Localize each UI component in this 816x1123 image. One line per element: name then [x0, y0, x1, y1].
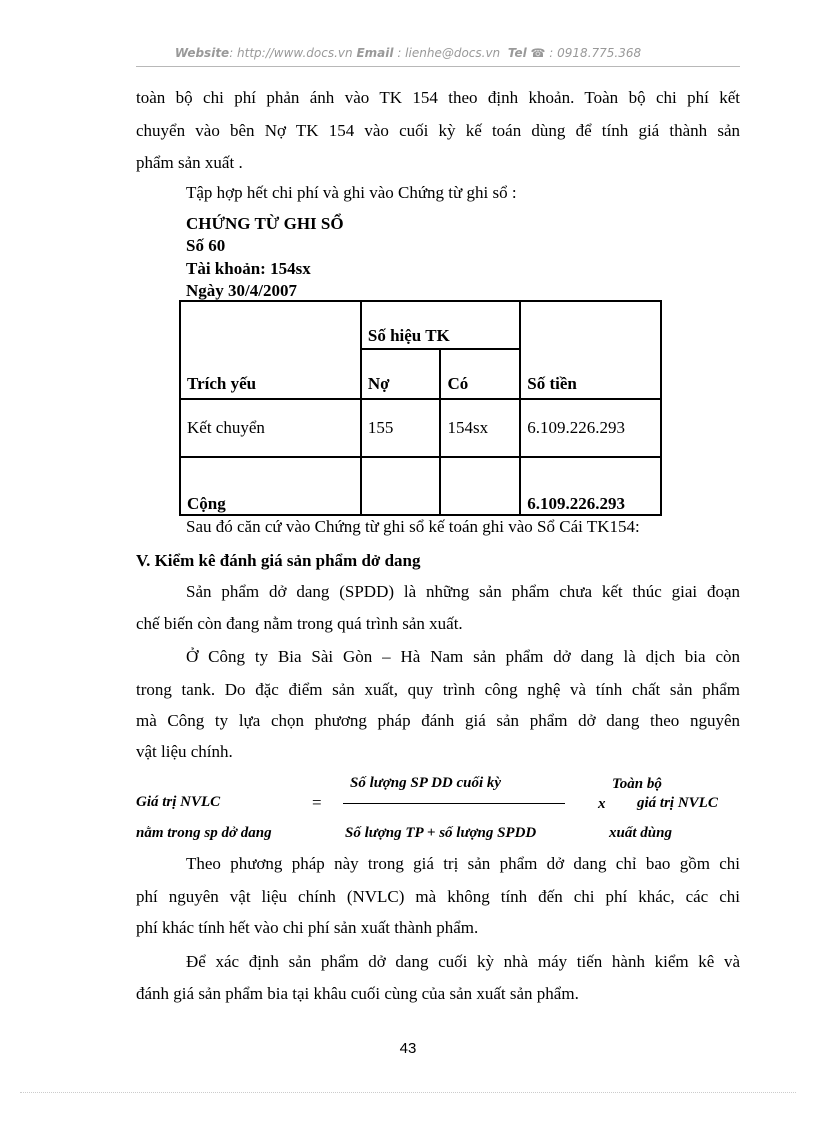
formula-numerator: Số lượng SP DD cuối kỳ	[350, 775, 502, 791]
total-amount: 6.109.226.293	[520, 457, 661, 515]
cell-credit: 154sx	[440, 399, 520, 457]
voucher-number: Số 60	[186, 236, 226, 255]
header-credit: Có	[440, 349, 520, 399]
website-label: Website	[174, 46, 230, 60]
paragraph-line: trong tank. Do đặc điểm sản xuất, quy trình công nghệ và tính chất sản phẩm	[136, 680, 740, 699]
fraction-bar	[343, 803, 565, 804]
formula-rhs-line1: Toàn bộ	[612, 776, 662, 792]
formula-lhs-line2: nằm trong sp dở dang	[136, 825, 272, 841]
paragraph-line: phí nguyên vật liệu chính (NVLC) mà không tính đến chi phí khác, các chi	[136, 887, 740, 906]
paragraph-line: phí khác tính hết vào chi phí sản xuất thành phẩm.	[136, 918, 479, 937]
paragraph-line: vật liệu chính.	[136, 742, 233, 761]
cell-debit: 155	[361, 399, 441, 457]
website-value: : http://www.docs.vn	[229, 46, 353, 60]
header-account-group: Số hiệu TK	[361, 301, 520, 349]
total-credit-empty	[440, 457, 520, 515]
paragraph-line: phẩm sản xuất .	[136, 153, 243, 172]
paragraph-line: Theo phương pháp này trong giá trị sản phẩm dở dang chỉ bao gồm chi	[186, 854, 740, 873]
formula-lhs-line1: Giá trị NVLC	[136, 794, 221, 810]
paragraph-line: Sản phẩm dở dang (SPDD) là những sản phẩm chưa kết thúc giai đoạn	[186, 582, 740, 601]
table-row	[180, 399, 661, 457]
header-amount: Số tiền	[520, 301, 661, 399]
paragraph-line: Tập hợp hết chi phí và ghi vào Chứng từ ghi sổ :	[186, 183, 517, 202]
page-header	[0, 46, 816, 60]
paragraph-line: toàn bộ chi phí phản ánh vào TK 154 theo định khoản. Toàn bộ chi phí kết	[136, 88, 740, 107]
cell-amount: 6.109.226.293	[520, 399, 661, 457]
formula-times: x	[598, 796, 606, 812]
voucher-table	[179, 300, 662, 516]
paragraph-line: chuyển vào bên Nợ TK 154 vào cuối kỳ kế toán dùng để tính giá thành sản	[136, 121, 740, 140]
paragraph-line: Để xác định sản phẩm dở dang cuối kỳ nhà máy tiến hành kiểm kê và	[186, 952, 740, 971]
paragraph-line: Ở Công ty Bia Sài Gòn – Hà Nam sản phẩm dở dang là dịch bia còn	[186, 647, 740, 666]
formula-rhs-line2: giá trị NVLC	[637, 795, 718, 811]
tel-value: ☎ : 0918.775.368	[530, 46, 642, 60]
footer-divider	[20, 1092, 796, 1093]
paragraph-line: Sau đó căn cứ vào Chứng từ ghi sổ kế toán ghi vào Sổ Cái TK154:	[186, 517, 640, 536]
page-number: 43	[399, 1040, 417, 1057]
header-divider	[136, 66, 740, 67]
header-summary: Trích yếu	[180, 301, 361, 399]
paragraph-line: chế biến còn đang nằm trong quá trình sản xuất.	[136, 614, 463, 633]
section-heading: V. Kiểm kê đánh giá sản phẩm dở dang	[136, 551, 421, 570]
paragraph-line: đánh giá sản phẩm bia tại khâu cuối cùng của sản xuất sản phẩm.	[136, 984, 579, 1003]
paragraph-line: mà Công ty lựa chọn phương pháp đánh giá sản phẩm dở dang theo nguyên	[136, 711, 740, 730]
email-value: : lienhe@docs.vn	[397, 46, 501, 60]
tel-label: Tel	[507, 46, 527, 60]
email-label: Email	[356, 46, 394, 60]
formula-equals: =	[312, 793, 322, 812]
header-debit: Nợ	[361, 349, 441, 399]
formula-denominator: Số lượng TP + số lượng SPDD	[345, 825, 537, 841]
total-label: Cộng	[180, 457, 361, 515]
cell-summary: Kết chuyển	[180, 399, 361, 457]
formula-rhs-line3: xuất dùng	[609, 825, 672, 841]
total-debit-empty	[361, 457, 441, 515]
voucher-date: Ngày 30/4/2007	[186, 281, 297, 300]
voucher-title: CHỨNG TỪ GHI SỔ	[186, 214, 344, 233]
voucher-account: Tài khoản: 154sx	[186, 259, 311, 278]
table-row-total	[180, 457, 661, 515]
